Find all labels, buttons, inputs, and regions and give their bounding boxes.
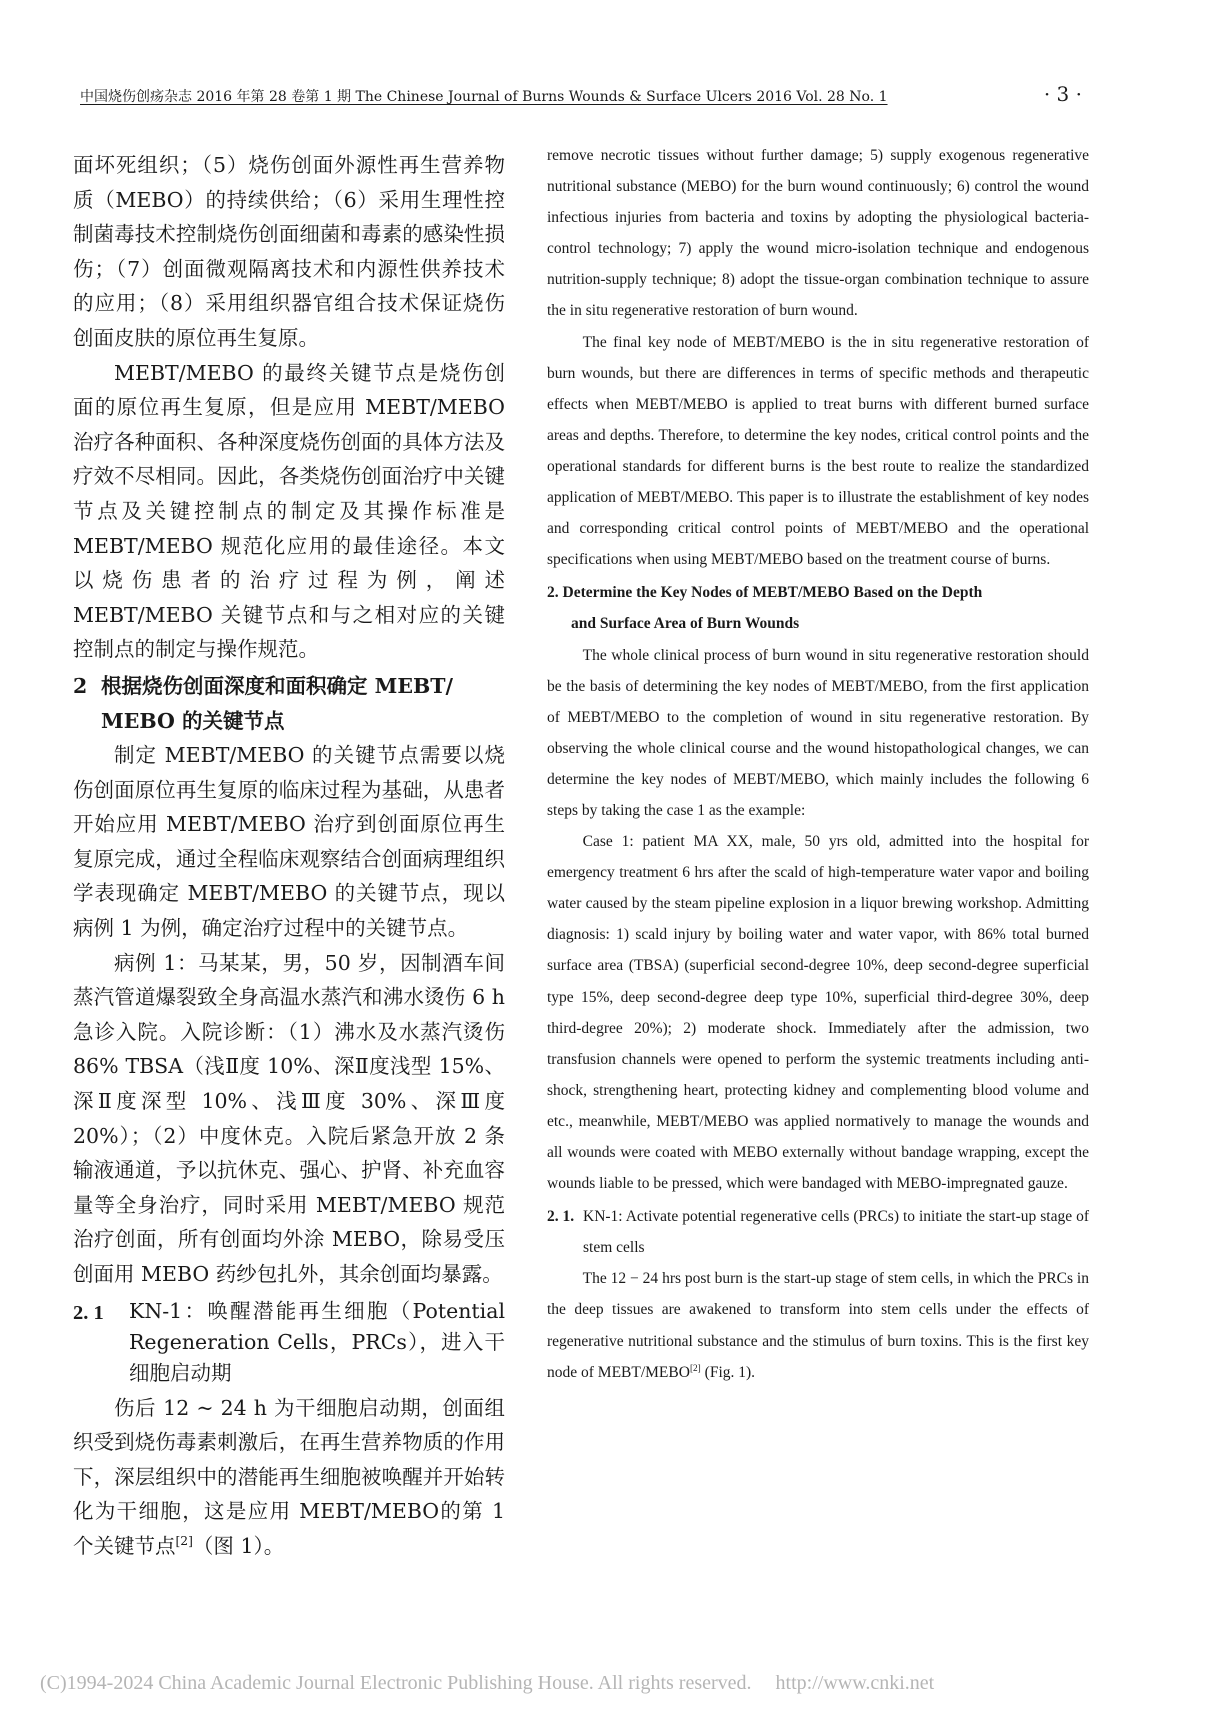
copyright-notice: (C)1994-2024 China Academic Journal Electronic Publishing House. All rights reserved. [40,1672,752,1694]
journal-citation: 中国烧伤创疡杂志 2016 年第 28 卷第 1 期 The Chinese Journal of Burns Wounds & Surface Ulcers 2016 Vol. 28 No. 1 [80,89,888,105]
section-title-cn-line2: MEBO 的关键节点 [101,708,285,733]
section-title-en-line1: 2. Determine the Key Nodes of MEBT/MEBO Based on the Depth [547,584,983,602]
paragraph-cn-1: 面坏死组织；（5）烧伤创面外源性再生营养物质（MEBO）的持续供给；（6）采用生理性控制菌毒技术控制烧伤创面细菌和毒素的感染性损伤；（7）创面微观隔离技术和内源性供养技术的应用；（8）采用组织器官组合技术保证烧伤创面皮肤的原位再生复原。 [73,153,505,350]
paragraph-cn-5 [73,1391,505,1564]
running-header [80,82,1082,110]
section-title-cn-line1: 根据烧伤创面深度和面积确定 MEBT/ [101,673,454,698]
section-heading-cn [73,669,505,738]
subsection-heading-cn [73,1296,505,1389]
subsection-number-cn: 2. 1 [73,1301,104,1324]
copyright-footer [40,1672,1200,1695]
chinese-column [73,148,505,1564]
citation-ref-cn: [2] [175,1534,193,1549]
citation-ref-en: [2] [689,1363,701,1374]
footer-url: http://www.cnki.net [775,1672,935,1694]
section-heading-en [547,577,1089,639]
section-title-en-line2: and Surface Area of Burn Wounds [571,615,800,633]
paragraph-cn-case: 病例 1：马某某，男，50 岁，因制酒车间蒸汽管道爆裂致全身高温水蒸汽和沸水烫伤 6 h 急诊入院。入院诊断：（1）沸水及水蒸汽烫伤 86% TBSA（浅Ⅱ度 10%、深Ⅱ度浅型 15%、深Ⅱ度深型 10%、浅Ⅲ度 30%、深Ⅲ度 20%）；（2）中度休克。入院后紧急开放 2 条输液通道，予以抗休克、强心、护肾、补充血容量等全身治疗，同时采用 MEBT/MEBO 规范治疗创面，所有创面均外涂 MEBO，除易受压创面用 MEBO 药纱包扎外，其余创面均暴露。 [73,950,505,1286]
paragraph-cn-3: 制定 MEBT/MEBO 的关键节点需要以烧伤创面原位再生复原的临床过程为基础，从患者开始应用 MEBT/MEBO 治疗到创面原位再生复原完成，通过全程临床观察结合创面病理组织学表现确定 MEBT/MEBO 的关键节点，现以病例 1 为例，确定治疗过程中的关键节点。 [73,743,505,941]
subsection-title-en: KN-1: Activate potential regenerative cells (PRCs) to initiate the start-up stage of stem cells [583,1208,1089,1257]
paragraph-en-1: remove necrotic tissues without further damage; 5) supply exogenous regenerative nutritional substance (MEBO) for the burn wound continuously; 6) control the wound infectious injuries from bacteria and toxins by adopting the physiological bacteria-control technology; 7) apply the wound micro-isolation technique and endogenous nutrition-supply technique; 8) adopt the tissue-organ combination technique to assure the in situ regenerative restoration of burn wound. [547,147,1089,320]
section-number-cn: 2 [73,673,88,698]
paragraph-cn-5-tail: （图 1）。 [192,1533,285,1558]
paragraph-en-3: The whole clinical process of burn wound in situ regenerative restoration should be the basis of determining the key nodes of MEBT/MEBO, from the first application of MEBT/MEBO to the completion of wound in situ regenerative restoration. By observing the whole clinical course and the wound histopathological changes, we can determine the key nodes of MEBT/MEBO, which mainly includes the following 6 steps by taking the case 1 as the example: [547,646,1089,819]
paragraph-en-case: Case 1: patient MA XX, male, 50 yrs old, admitted into the hospital for emergency treatment 6 hrs after the scald of high-temperature water vapor and boiling water caused by the steam pipeline explosion in a liquor brewing workshop. Admitting diagnosis: 1) scald injury by boiling water and water vapor, with 86% total burned surface area (TBSA) (superficial second-degree 10%, deep second-degree superficial type 15%, deep second-degree deep type 10%, superficial third-degree 30%, deep third-degree 20%); 2) moderate shock. Immediately after the admission, two transfusion channels were opened to perform the systemic treatments including anti-shock, strengthening heart, protecting kidney and complementing blood volume and etc., meanwhile, MEBT/MEBO was applied normatively to manage the wounds and all wounds were coated with MEBO externally without bandage wrapping, except the wounds liable to be pressed, which were bandaged with MEBO-impregnated gauze. [547,833,1089,1193]
paragraph-en-2: The final key node of MEBT/MEBO is the in situ regenerative restoration of burn wounds, but there are differences in terms of specific methods and therapeutic effects when MEBT/MEBO is applied to treat burns with different burned surface areas and depths. Therefore, to determine the key nodes, critical control points and the operational standards for different burns is the best route to realize the standardized application of MEBT/MEBO. This paper is to illustrate the establishment of key nodes and corresponding critical control points of MEBT/MEBO and the operational specifications when using MEBT/MEBO based on the treatment course of burns. [547,333,1089,569]
paragraph-cn-2: MEBT/MEBO 的最终关键节点是烧伤创面的原位再生复原，但是应用 MEBT/MEBO 治疗各种面积、各种深度烧伤创面的具体方法及疗效不尽相同。因此，各类烧伤创面治疗中关键节点及关键控制点的制定及其操作标准是 MEBT/MEBO 规范化应用的最佳途径。本文以烧伤患者的治疗过程为例，阐述 MEBT/MEBO 关键节点和与之相对应的关键控制点的制定与操作规范。 [73,360,505,662]
paragraph-en-5-tail: (Fig. 1). [700,1363,756,1381]
page-number: · 3 · [1043,82,1082,106]
subsection-heading-en [547,1201,1089,1263]
english-column [547,140,1089,1388]
paragraph-cn-5-body: 伤后 12 ~ 24 h 为干细胞启动期，创面组织受到烧伤毒素刺激后，在再生营养物质的作用下，深层组织中的潜能再生细胞被唤醒并开始转化为干细胞，这是应用 MEBT/MEBO的第 1 个关键节点 [73,1395,505,1558]
subsection-title-cn: KN-1：唤醒潜能再生细胞（Potential Regeneration Cells，PRCs），进入干细胞启动期 [129,1298,505,1385]
paragraph-en-5 [547,1263,1089,1387]
subsection-number-en: 2. 1. [547,1208,575,1226]
paragraph-en-5-body: The 12 − 24 hrs post burn is the start-up stage of stem cells, in which the PRCs in the deep tissues are awakened to transform into stem cells under the effects of regenerative nutritional substance and the stimulus of burn toxins. This is the first key node of MEBT/MEBO [547,1270,1089,1381]
